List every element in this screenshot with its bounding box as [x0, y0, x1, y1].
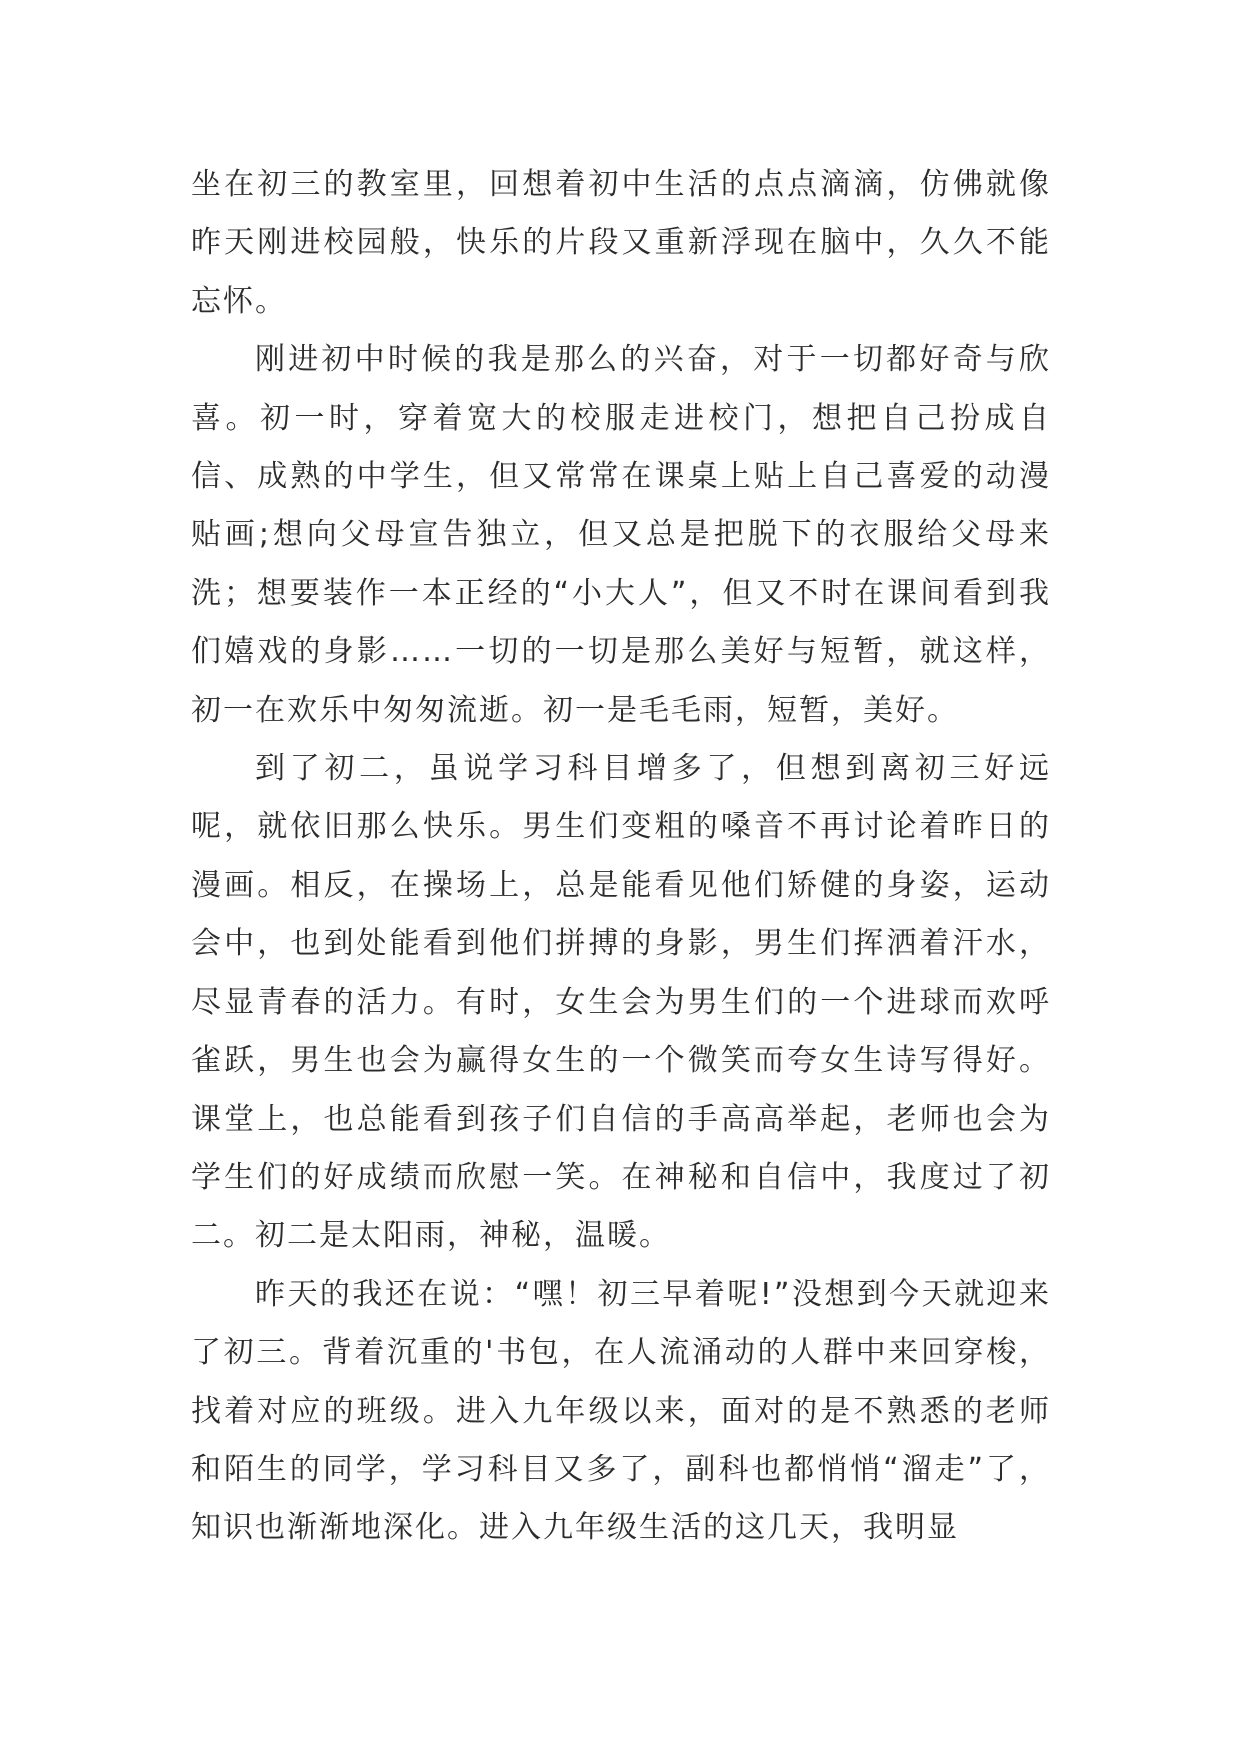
paragraph-grade-two: 到了初二，虽说学习科目增多了，但想到离初三好远呢，就依旧那么快乐。男生们变粗的嗓音不再讨论着昨日的漫画。相反，在操场上，总是能看见他们矫健的身姿，运动会中，也到处能看到他们拼搏的身影，男生们挥洒着汗水，尽显青春的活力。有时，女生会为男生们的一个进球而欢呼雀跃，男生也会为赢得女生的一个微笑而夸女生诗写得好。课堂上，也总能看到孩子们自信的手高高举起，老师也会为学生们的好成绩而欣慰一笑。在神秘和自信中，我度过了初二。初二是太阳雨，神秘，温暖。: [191, 751, 1051, 1254]
paragraph-grade-one: 刚进初中时候的我是那么的兴奋，对于一切都好奇与欣喜。初一时，穿着宽大的校服走进校门，想把自己扮成自信、成熟的中学生，但又常常在课桌上贴上自己喜爱的动漫贴画;想向父母宣告独立，但又总是把脱下的衣服给父母来洗；想要装作一本正经的“小大人”，但又不时在课间看到我们嬉戏的身影……一切的一切是那么美好与短暂，就这样，初一在欢乐中匆匆流逝。初一是毛毛雨，短暂，美好。: [191, 342, 1051, 728]
paragraph-grade-three: 昨天的我还在说：“嘿！初三早着呢!”没想到今天就迎来了初三。背着沉重的'书包，在人流涌动的人群中来回穿梭，找着对应的班级。进入九年级以来，面对的是不熟悉的老师和陌生的同学，学习科目又多了，副科也都悄悄“溜走”了，知识也渐渐地深化。进入九年级生活的这几天，我明显: [191, 1276, 1051, 1546]
essay-body: [191, 156, 1051, 1558]
paragraph-intro: 坐在初三的教室里，回想着初中生活的点点滴滴，仿佛就像昨天刚进校园般，快乐的片段又重新浮现在脑中，久久不能忘怀。: [191, 167, 1051, 319]
